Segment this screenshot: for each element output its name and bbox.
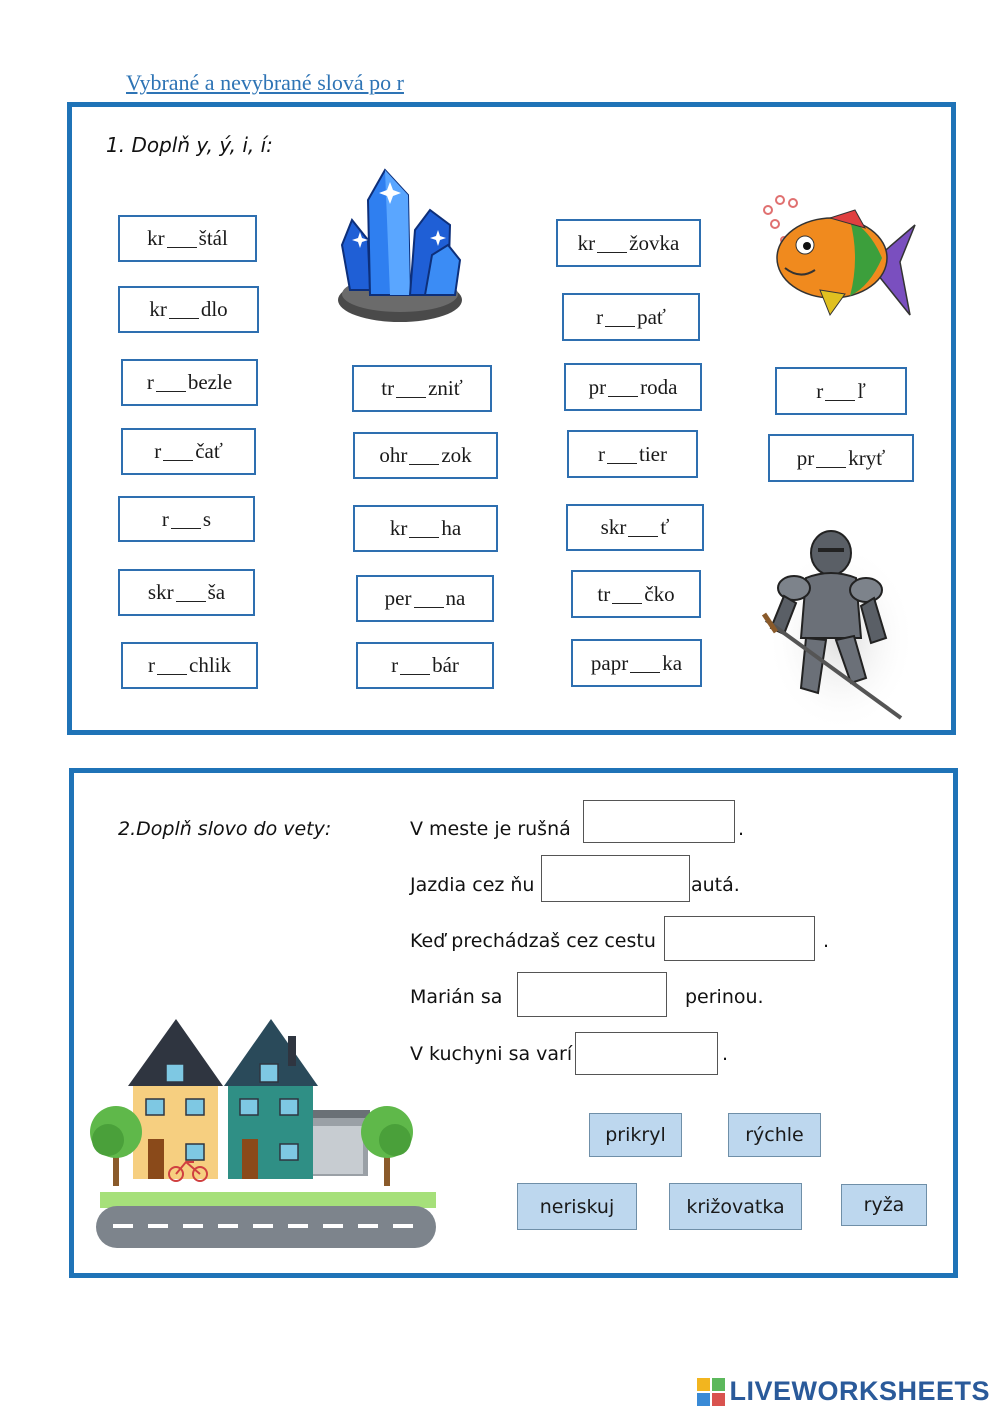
word-fill-box[interactable]	[121, 359, 258, 406]
letter-blank[interactable]	[409, 446, 439, 465]
word-suffix: čko	[644, 581, 675, 606]
word-fill-box[interactable]	[352, 365, 492, 412]
word-prefix: tr	[381, 376, 395, 400]
word-fill-box[interactable]	[571, 639, 702, 687]
word-suffix: na	[445, 586, 466, 610]
answer-drop-box[interactable]	[575, 1032, 718, 1075]
word-suffix: zniť	[428, 376, 463, 400]
word-suffix: pať	[637, 304, 666, 329]
word-prefix: per	[384, 586, 412, 610]
word-fill-box[interactable]	[353, 505, 498, 552]
letter-blank[interactable]	[608, 378, 638, 397]
word-suffix: chlik	[189, 653, 231, 677]
word-fill-box[interactable]	[121, 428, 256, 475]
word-prefix: kr	[147, 226, 165, 250]
word-chip[interactable]: neriskuj	[517, 1183, 637, 1230]
word-prefix: pr	[796, 445, 815, 470]
word-prefix: r	[816, 378, 824, 403]
word-prefix: r	[391, 653, 399, 677]
crystal-icon	[330, 160, 470, 328]
worksheet-title: Vybrané a nevybrané slová po r	[126, 70, 404, 95]
sentence-end: perinou.	[685, 986, 764, 1008]
letter-blank[interactable]	[156, 373, 186, 392]
word-chip[interactable]: križovatka	[669, 1183, 802, 1230]
letter-blank[interactable]	[597, 234, 627, 253]
letter-blank[interactable]	[605, 308, 635, 327]
word-prefix: r	[598, 441, 605, 466]
town-icon	[88, 1014, 438, 1250]
word-suffix: s	[202, 506, 212, 531]
sentence-end: autá.	[691, 874, 740, 896]
letter-blank[interactable]	[825, 382, 855, 401]
letter-blank[interactable]	[169, 300, 199, 319]
sentence-start: Marián sa	[410, 986, 503, 1008]
word-fill-box[interactable]	[118, 286, 259, 333]
liveworksheets-logo	[697, 1376, 990, 1407]
letter-blank[interactable]	[400, 656, 430, 675]
word-prefix: r	[596, 304, 604, 329]
word-prefix: kr	[149, 297, 167, 321]
word-suffix: bár	[432, 653, 459, 677]
word-fill-box[interactable]	[562, 293, 700, 341]
word-prefix: r	[146, 370, 154, 394]
word-chip[interactable]: prikryl	[589, 1113, 682, 1157]
letter-blank[interactable]	[630, 654, 660, 673]
letter-blank[interactable]	[414, 589, 444, 608]
letter-blank[interactable]	[409, 519, 439, 538]
word-fill-box[interactable]	[356, 642, 494, 689]
word-prefix: pr	[588, 374, 607, 399]
sentence-end: .	[722, 1043, 729, 1065]
word-fill-box[interactable]	[775, 367, 907, 415]
word-prefix: skr	[600, 515, 627, 539]
word-fill-box[interactable]	[118, 215, 257, 262]
word-fill-box[interactable]	[353, 432, 498, 479]
answer-drop-box[interactable]	[664, 916, 815, 961]
sentence-start: V meste je rušná	[410, 818, 571, 840]
letter-blank[interactable]	[176, 583, 206, 602]
answer-drop-box[interactable]	[517, 972, 667, 1017]
word-fill-box[interactable]	[564, 363, 702, 411]
word-prefix: tr	[597, 581, 611, 606]
word-prefix: r	[161, 506, 169, 531]
word-suffix: roda	[640, 374, 678, 399]
word-fill-box[interactable]	[118, 569, 255, 616]
sentence-start: V kuchyni sa varí	[410, 1043, 573, 1065]
letter-blank[interactable]	[163, 442, 193, 461]
word-fill-box[interactable]	[566, 504, 704, 551]
word-suffix: dlo	[200, 297, 228, 321]
word-prefix: kr	[577, 230, 596, 255]
word-suffix: ť	[660, 515, 670, 539]
word-fill-box[interactable]	[571, 570, 701, 618]
word-prefix: r	[154, 439, 162, 463]
word-fill-box[interactable]	[567, 430, 698, 478]
word-prefix: kr	[389, 516, 408, 540]
exercise-1-heading: 1. Doplň y, ý, i, í:	[106, 133, 273, 157]
word-fill-box[interactable]	[768, 434, 914, 482]
letter-blank[interactable]	[167, 229, 197, 248]
letter-blank[interactable]	[396, 379, 426, 398]
lws-logo-icon	[697, 1378, 725, 1406]
word-suffix: zok	[441, 443, 472, 467]
sentence-start: Keď prechádzaš cez cestu	[410, 930, 656, 952]
word-suffix: kryť	[848, 445, 886, 470]
sentence-start: Jazdia cez ňu	[410, 874, 535, 896]
word-prefix: skr	[147, 580, 174, 604]
word-chip[interactable]: ryža	[841, 1184, 927, 1226]
word-suffix: čať	[195, 439, 223, 463]
logo-text: LIVEWORKSHEETS	[729, 1376, 990, 1406]
knight-icon	[756, 528, 916, 728]
word-prefix: ohr	[379, 443, 408, 467]
word-suffix: ka	[662, 650, 683, 675]
word-fill-box[interactable]	[118, 496, 255, 542]
sentence-end: .	[738, 818, 745, 840]
letter-blank[interactable]	[628, 518, 658, 537]
word-suffix: ša	[207, 580, 226, 604]
sentence-end: .	[823, 930, 830, 952]
answer-drop-box[interactable]	[583, 800, 735, 843]
exercise-2-heading: 2.Doplň slovo do vety:	[118, 818, 332, 840]
word-fill-box[interactable]	[121, 642, 258, 689]
letter-blank[interactable]	[607, 445, 637, 464]
word-suffix: bezle	[187, 370, 233, 394]
letter-blank[interactable]	[612, 585, 642, 604]
letter-blank[interactable]	[157, 656, 187, 675]
word-chip[interactable]: rýchle	[728, 1113, 821, 1157]
word-suffix: ha	[441, 516, 462, 540]
word-suffix: štál	[198, 226, 228, 250]
letter-blank[interactable]	[171, 510, 201, 529]
word-fill-box[interactable]	[556, 219, 701, 267]
word-suffix: žovka	[629, 230, 680, 255]
word-suffix: tier	[639, 441, 667, 466]
word-fill-box[interactable]	[356, 575, 494, 622]
fish-icon	[760, 190, 920, 325]
word-suffix: ľ	[857, 378, 866, 403]
word-prefix: r	[148, 653, 155, 677]
answer-drop-box[interactable]	[541, 855, 690, 902]
letter-blank[interactable]	[816, 449, 846, 468]
word-prefix: papr	[590, 650, 629, 675]
